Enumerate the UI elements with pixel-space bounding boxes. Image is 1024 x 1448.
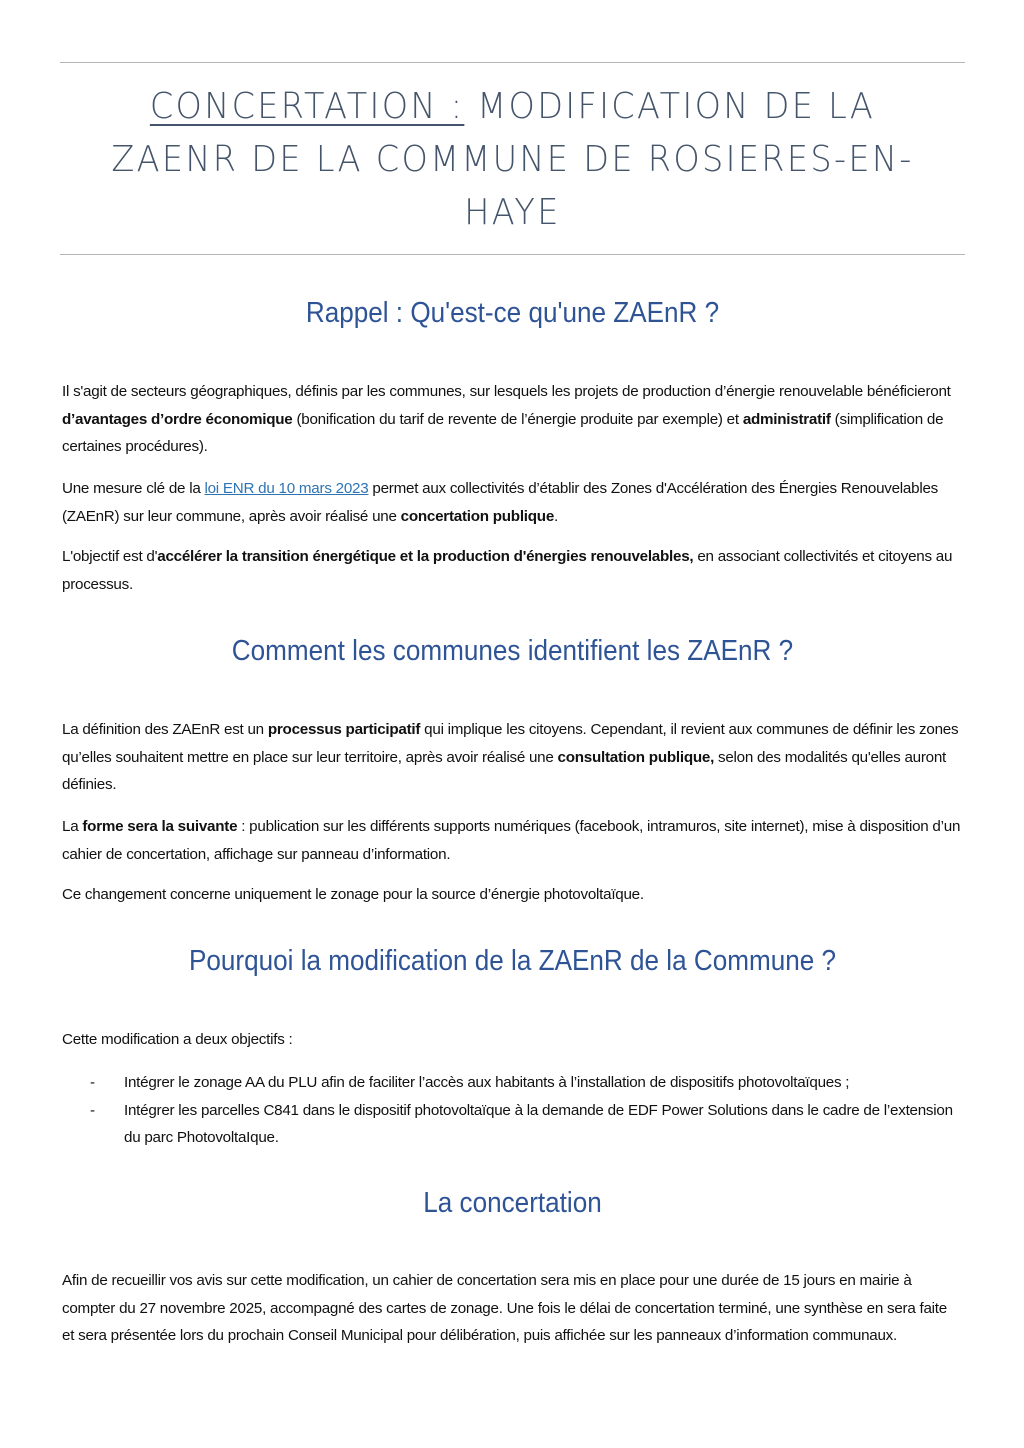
- objectives-list: [62, 1069, 962, 1152]
- text: La: [62, 818, 83, 835]
- text: permet aux collectivités d’établir des Zones d'Accélération des Énergies Renouvelables (ZAEnR) sur leur commune, après avoir réalisé une: [62, 480, 938, 525]
- text: (bonification du tarif de revente de l’énergie produite par exemple) et: [292, 410, 743, 428]
- title-bottom-rule: [60, 254, 965, 255]
- bold-text: concertation publique: [400, 507, 555, 525]
- bold-text: processus participatif: [267, 721, 421, 738]
- text: L'objectif est d': [62, 548, 158, 565]
- list-item-text: Intégrer le zonage AA du PLU afin de faciliter l’accès aux habitants à l’installation de dispositifs photovoltaïques ;: [124, 1074, 850, 1091]
- text: Il s'agit de secteurs géographiques, définis par les communes, sur lesquels les projets de production d’énergie renouvelable bénéficieront: [62, 383, 951, 400]
- dash-bullet-icon: -: [90, 1074, 95, 1091]
- text: selon des modalités qu'elles auront définies.: [62, 748, 947, 793]
- title-lead: CONCERTATION :: [149, 86, 465, 127]
- bold-text: d’avantages d’ordre économique: [62, 410, 293, 428]
- section-heading-rappel: Rappel : Qu'est-ce qu'une ZAEnR ?: [305, 297, 720, 329]
- paragraph-loi-enr: [62, 475, 962, 530]
- list-item-text: Intégrer les parcelles C841 dans le dispositif photovoltaïque à la demande de EDF Power Solutions dans le cadre de l’extension du parc PhotovoltaIque.: [124, 1101, 953, 1146]
- title-top-rule: [60, 62, 965, 63]
- document-title: [92, 80, 934, 239]
- paragraph-concertation: Afin de recueillir vos avis sur cette modification, un cahier de concertation sera mis en place pour une durée de 15 jours en mairie à compter du 27 novembre 2025, accompagné des cartes de zonage. Une fois le délai de concertation terminé, une synthèse en sera faite et sera présentée lors du prochain Conseil Municipal pour délibération, puis affichée sur les panneaux d’information communaux.: [62, 1272, 947, 1344]
- paragraph-objectifs-intro: Cette modification a deux objectifs :: [62, 1031, 293, 1048]
- text: La définition des ZAEnR est un: [62, 721, 268, 738]
- text: en associant collectivités et citoyens au processus.: [62, 548, 953, 593]
- paragraph-objectif: [62, 543, 962, 598]
- paragraph-processus: [62, 716, 962, 799]
- section-heading-comment: Comment les communes identifient les ZAEnR ?: [231, 635, 794, 667]
- bold-text: forme sera la suivante: [82, 818, 238, 835]
- text: : publication sur les différents supports numériques (facebook, intramuros, site internet), mise à disposition d’un cahier de concertation, affichage sur panneau d’information.: [62, 818, 961, 863]
- section-heading-pourquoi: Pourquoi la modification de la ZAEnR de la Commune ?: [188, 945, 837, 977]
- paragraph-forme: [62, 813, 962, 868]
- bold-text: accélérer la transition énergétique et la production d'énergies renouvelables,: [157, 548, 694, 565]
- text: (simplification de certaines procédures).: [62, 410, 944, 455]
- section-heading-concertation: La concertation: [423, 1187, 602, 1219]
- paragraph-definition: [62, 378, 962, 461]
- bold-text: administratif: [742, 410, 831, 428]
- list-item: [62, 1069, 962, 1097]
- dash-bullet-icon: -: [90, 1101, 95, 1119]
- loi-enr-link[interactable]: loi ENR du 10 mars 2023: [204, 480, 369, 497]
- bold-text: consultation publique,: [557, 748, 715, 766]
- text: Une mesure clé de la: [62, 480, 205, 497]
- title-rest: MODIFICATION DE LA ZAENR DE LA COMMUNE DE ROSIERES-EN-HAYE: [111, 86, 914, 233]
- list-item: [62, 1097, 962, 1152]
- text: qui implique les citoyens. Cependant, il revient aux communes de définir les zones qu’elles souhaitent mettre en place sur leur territoire, après avoir réalisé une: [62, 721, 959, 766]
- paragraph-changement: Ce changement concerne uniquement le zonage pour la source d’énergie photovoltaïque.: [62, 886, 644, 903]
- text: .: [554, 507, 559, 525]
